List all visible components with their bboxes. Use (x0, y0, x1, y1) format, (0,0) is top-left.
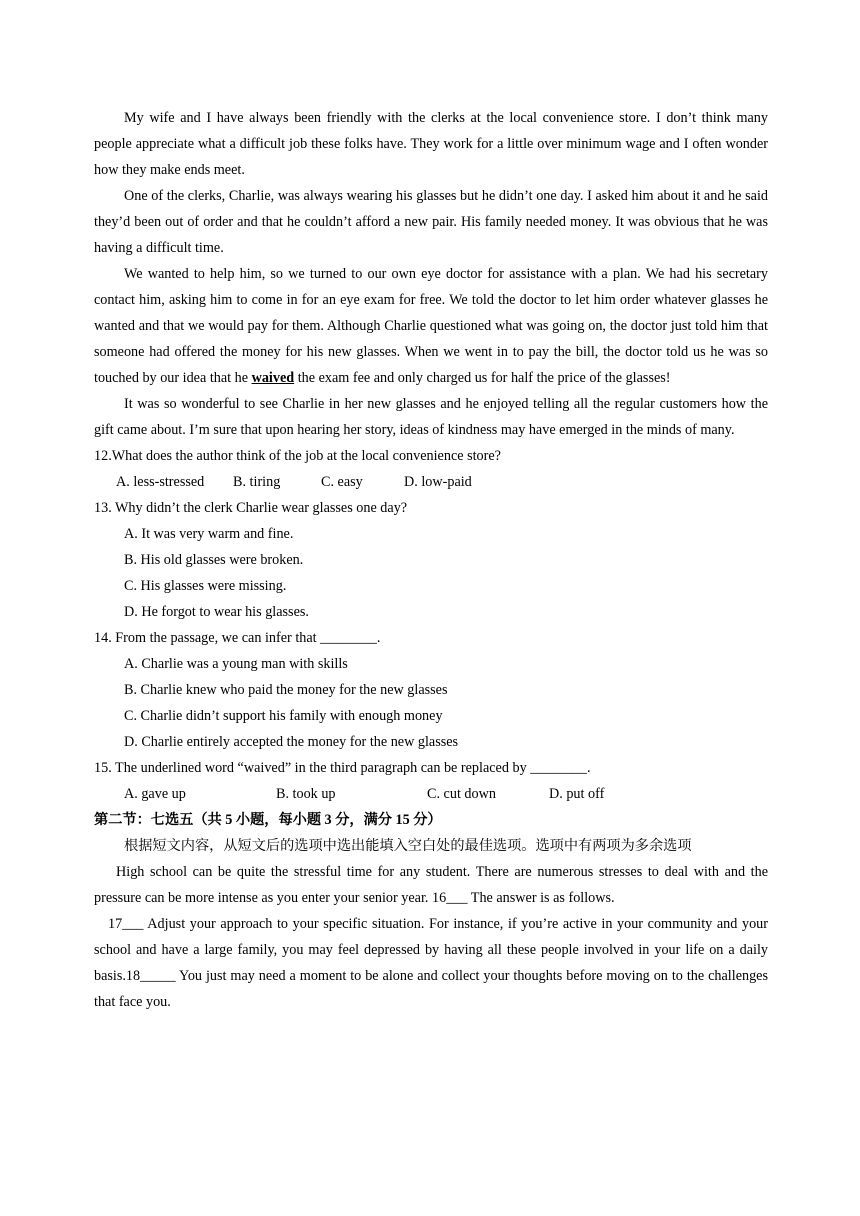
question-15-options (94, 781, 768, 807)
section-2-instruction: 根据短文内容，从短文后的选项中选出能填入空白处的最佳选项。选项中有两项为多余选项 (124, 838, 692, 854)
option-12-d: D. low-paid (404, 474, 472, 490)
option-15-c: C. cut down (427, 786, 496, 802)
option-12-a: A. less-stressed (116, 474, 205, 490)
passage-paragraph-3-before: We wanted to help him, so we turned to our own eye doctor for assistance with a plan. We had his secretary contact him, asking him to come in for an eye exam for free. We told the doctor to let him order whatever glasses he wanted and that we would pay for them. Although Charlie questioned what was going on, the doctor just told him that someone had offered the money for his new glasses. When we went in to pay the bill, the doctor told us he was so touched by our idea that he (94, 266, 768, 386)
option-14-d: D. Charlie entirely accepted the money for the new glasses (124, 734, 459, 750)
option-15-b: B. took up (276, 786, 336, 802)
option-13-c: C. His glasses were missing. (124, 578, 287, 594)
option-12-c: C. easy (321, 474, 363, 490)
document-content (94, 105, 768, 1015)
question-13-stem: 13. Why didn’t the clerk Charlie wear glasses one day? (94, 500, 408, 516)
option-13-b: B. His old glasses were broken. (124, 552, 304, 568)
question-12-stem: 12.What does the author think of the job at the local convenience store? (94, 448, 501, 464)
passage-paragraph-3-after: the exam fee and only charged us for half the price of the glasses! (294, 370, 671, 386)
option-13-a: A. It was very warm and fine. (124, 526, 294, 542)
question-14-stem: 14. From the passage, we can infer that ________. (94, 630, 381, 646)
section-2-paragraph-2: 17___ Adjust your approach to your specific situation. For instance, if you’re active in your community and your school and have a large family, you may feel depressed by having all these people involved in your life on a daily basis.18_____ You just may need a moment to be alone and collect your thoughts before moving on to the challenges that face you. (94, 916, 768, 1010)
passage-paragraph-2: One of the clerks, Charlie, was always wearing his glasses but he didn’t one day. I asked him about it and he said they’d been out of order and that he couldn’t afford a new pair. His family needed money. It was obvious that he was having a difficult time. (94, 188, 768, 256)
option-14-b: B. Charlie knew who paid the money for the new glasses (124, 682, 448, 698)
underlined-keyword: waived (251, 370, 295, 386)
option-14-a: A. Charlie was a young man with skills (124, 656, 348, 672)
option-12-b: B. tiring (233, 474, 281, 490)
passage-paragraph-1: My wife and I have always been friendly with the clerks at the local convenience store. I don’t think many people appreciate what a difficult job these folks have. They work for a little over minimum wage and I often wonder how they make ends meet. (94, 110, 768, 178)
question-12-options (94, 469, 768, 495)
question-15-stem: 15. The underlined word “waived” in the third paragraph can be replaced by ________. (94, 760, 591, 776)
section-2-heading: 第二节：七选五（共 5 小题，每小题 3 分，满分 15 分） (94, 812, 442, 828)
option-13-d: D. He forgot to wear his glasses. (124, 604, 309, 620)
passage-paragraph-3 (94, 261, 768, 391)
section-2-paragraph-1: High school can be quite the stressful time for any student. There are numerous stresses to deal with and the pressure can be more intense as you enter your senior year. 16___ The answer is as follows. (94, 864, 768, 906)
option-15-d: D. put off (549, 786, 605, 802)
passage-paragraph-4: It was so wonderful to see Charlie in her new glasses and he enjoyed telling all the regular customers how the gift came about. I’m sure that upon hearing her story, ideas of kindness may have emerged in the minds of many. (94, 396, 768, 438)
option-15-a: A. gave up (124, 786, 186, 802)
option-14-c: C. Charlie didn’t support his family with enough money (124, 708, 443, 724)
